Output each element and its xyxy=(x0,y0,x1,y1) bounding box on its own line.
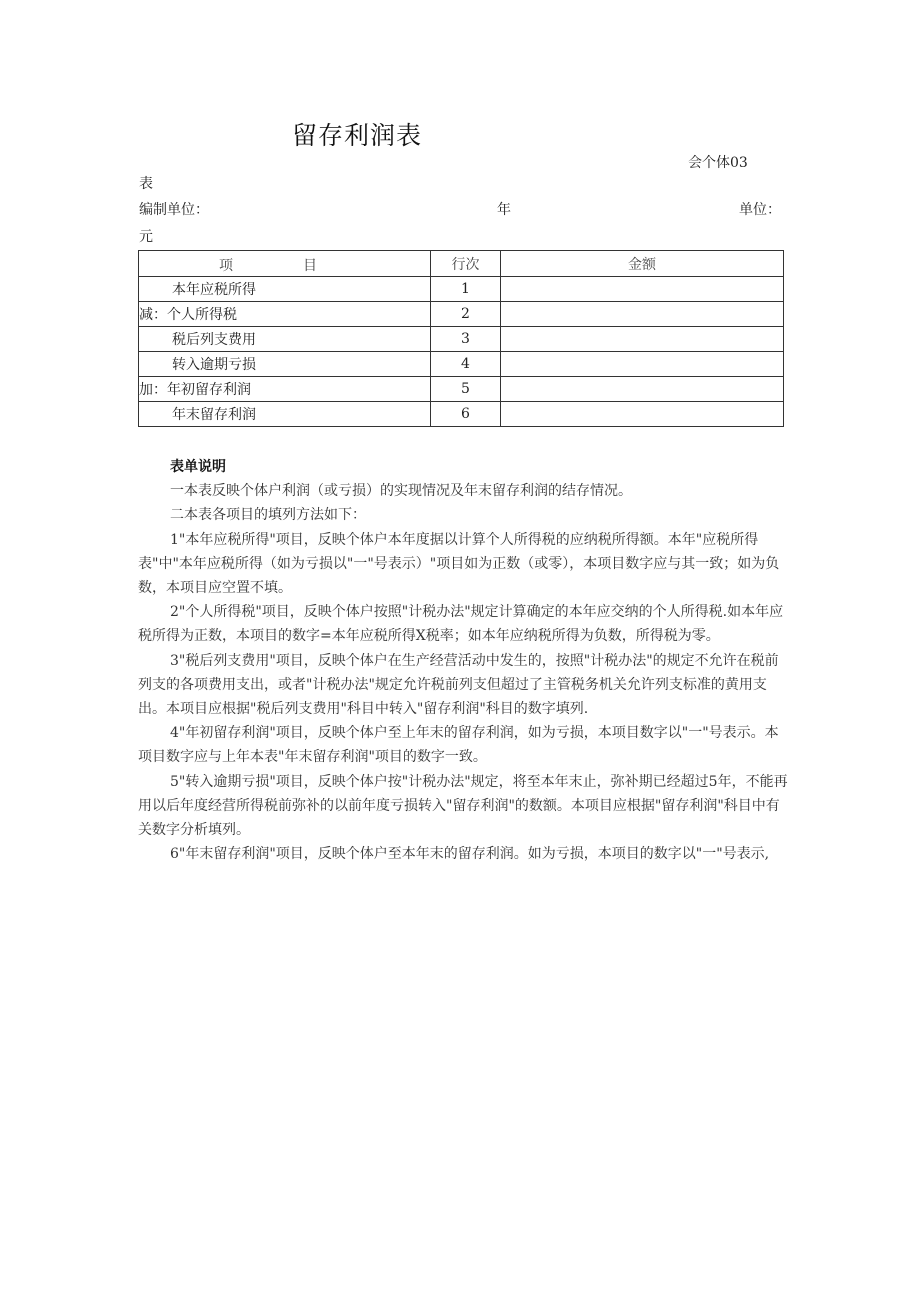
row-line-no: 3 xyxy=(431,327,501,352)
instruction-paragraph: 一本表反映个体户利润（或亏损）的实现情况及年末留存利润的结存情况。 xyxy=(170,483,632,500)
year-label: 年 xyxy=(497,202,511,218)
row-item: 税后列支费用 xyxy=(139,327,431,352)
row-line-no: 1 xyxy=(431,277,501,302)
instruction-paragraph: 2"个人所得税"项目，反映个体户按照"计税办法"规定计算确定的本年应交纳的个人所得税.如本年应税所得为正数，本项目的数字=本年应税所得X税率；如本年应纳税所得为负数，所得税为零。 xyxy=(138,604,784,645)
prepared-by-label: 编制单位： xyxy=(139,202,209,218)
retained-profit-table xyxy=(138,250,784,427)
row-line-no: 4 xyxy=(431,352,501,377)
table-row xyxy=(139,327,784,352)
instruction-paragraph: 二本表各项目的填列方法如下： xyxy=(170,507,366,524)
row-line-no: 6 xyxy=(431,402,501,427)
row-line-no: 5 xyxy=(431,377,501,402)
instruction-paragraph: 6"年末留存利润"项目，反映个体户至本年末的留存利润。如为亏损，本项目的数字以"一"号表示, xyxy=(170,846,770,863)
row-item: 减：个人所得税 xyxy=(139,302,431,327)
table-row xyxy=(139,277,784,302)
form-code-suffix: 表 xyxy=(139,176,153,192)
row-amount-cell[interactable] xyxy=(501,402,784,427)
instruction-paragraph: 4"年初留存利润"项目，反映个体户至上年末的留存利润，如为亏损，本项目数字以"一"号表示。本项目数字应与上年本表"年末留存利润"项目的数字一致。 xyxy=(138,725,779,766)
header-item-part2: 目 xyxy=(303,258,317,274)
instruction-paragraph: 3"税后列支费用"项目，反映个体户在生产经营活动中发生的，按照"计税办法"的规定不允许在税前列支的各项费用支出，或者"计税办法"规定允许税前列支但超过了主管税务机关允许列支标准的黄用支出。本项目应根据"税后列支费用"科目中转入"留存利润"科目的数字填列. xyxy=(138,652,779,718)
row-amount-cell[interactable] xyxy=(501,352,784,377)
table-row xyxy=(139,402,784,427)
instructions-heading: 表单说明 xyxy=(170,459,226,475)
header-amount: 金额 xyxy=(501,251,784,277)
row-line-no: 2 xyxy=(431,302,501,327)
row-item: 加：年初留存利润 xyxy=(139,377,431,402)
page-title: 留存利润表 xyxy=(292,121,423,150)
header-line-no: 行次 xyxy=(431,251,501,277)
row-amount-cell[interactable] xyxy=(501,377,784,402)
table-row xyxy=(139,352,784,377)
table-row xyxy=(139,302,784,327)
form-instructions xyxy=(138,455,790,866)
table-header-row xyxy=(139,251,784,277)
row-item: 本年应税所得 xyxy=(139,277,431,302)
row-amount-cell[interactable] xyxy=(501,327,784,352)
unit-value: 元 xyxy=(139,229,153,245)
instruction-paragraph: 1"本年应税所得"项目，反映个体户本年度据以计算个人所得税的应纳税所得额。本年"应税所得表"中"本年应税所得（如为亏损以"一"号表示）"项目如为正数（或零），本项目数字应与其一致；如为负数，本项目应空置不填。 xyxy=(138,531,780,597)
form-code: 会个体03 xyxy=(688,155,748,171)
table-row xyxy=(139,377,784,402)
header-item xyxy=(139,251,431,277)
header-item-part1: 项 xyxy=(219,258,233,274)
instruction-paragraph: 5"转入逾期亏损"项目，反映个体户按"计税办法"规定，将至本年末止，弥补期已经超过5年，不能再用以后年度经营所得税前弥补的以前年度亏损转入"留存利润"的数额。本项目应根据"留存利润"科目中有关数字分析填列。 xyxy=(138,773,788,839)
row-item: 年末留存利润 xyxy=(139,402,431,427)
row-amount-cell[interactable] xyxy=(501,277,784,302)
row-amount-cell[interactable] xyxy=(501,302,784,327)
row-item: 转入逾期亏损 xyxy=(139,352,431,377)
unit-label: 单位： xyxy=(739,202,781,218)
